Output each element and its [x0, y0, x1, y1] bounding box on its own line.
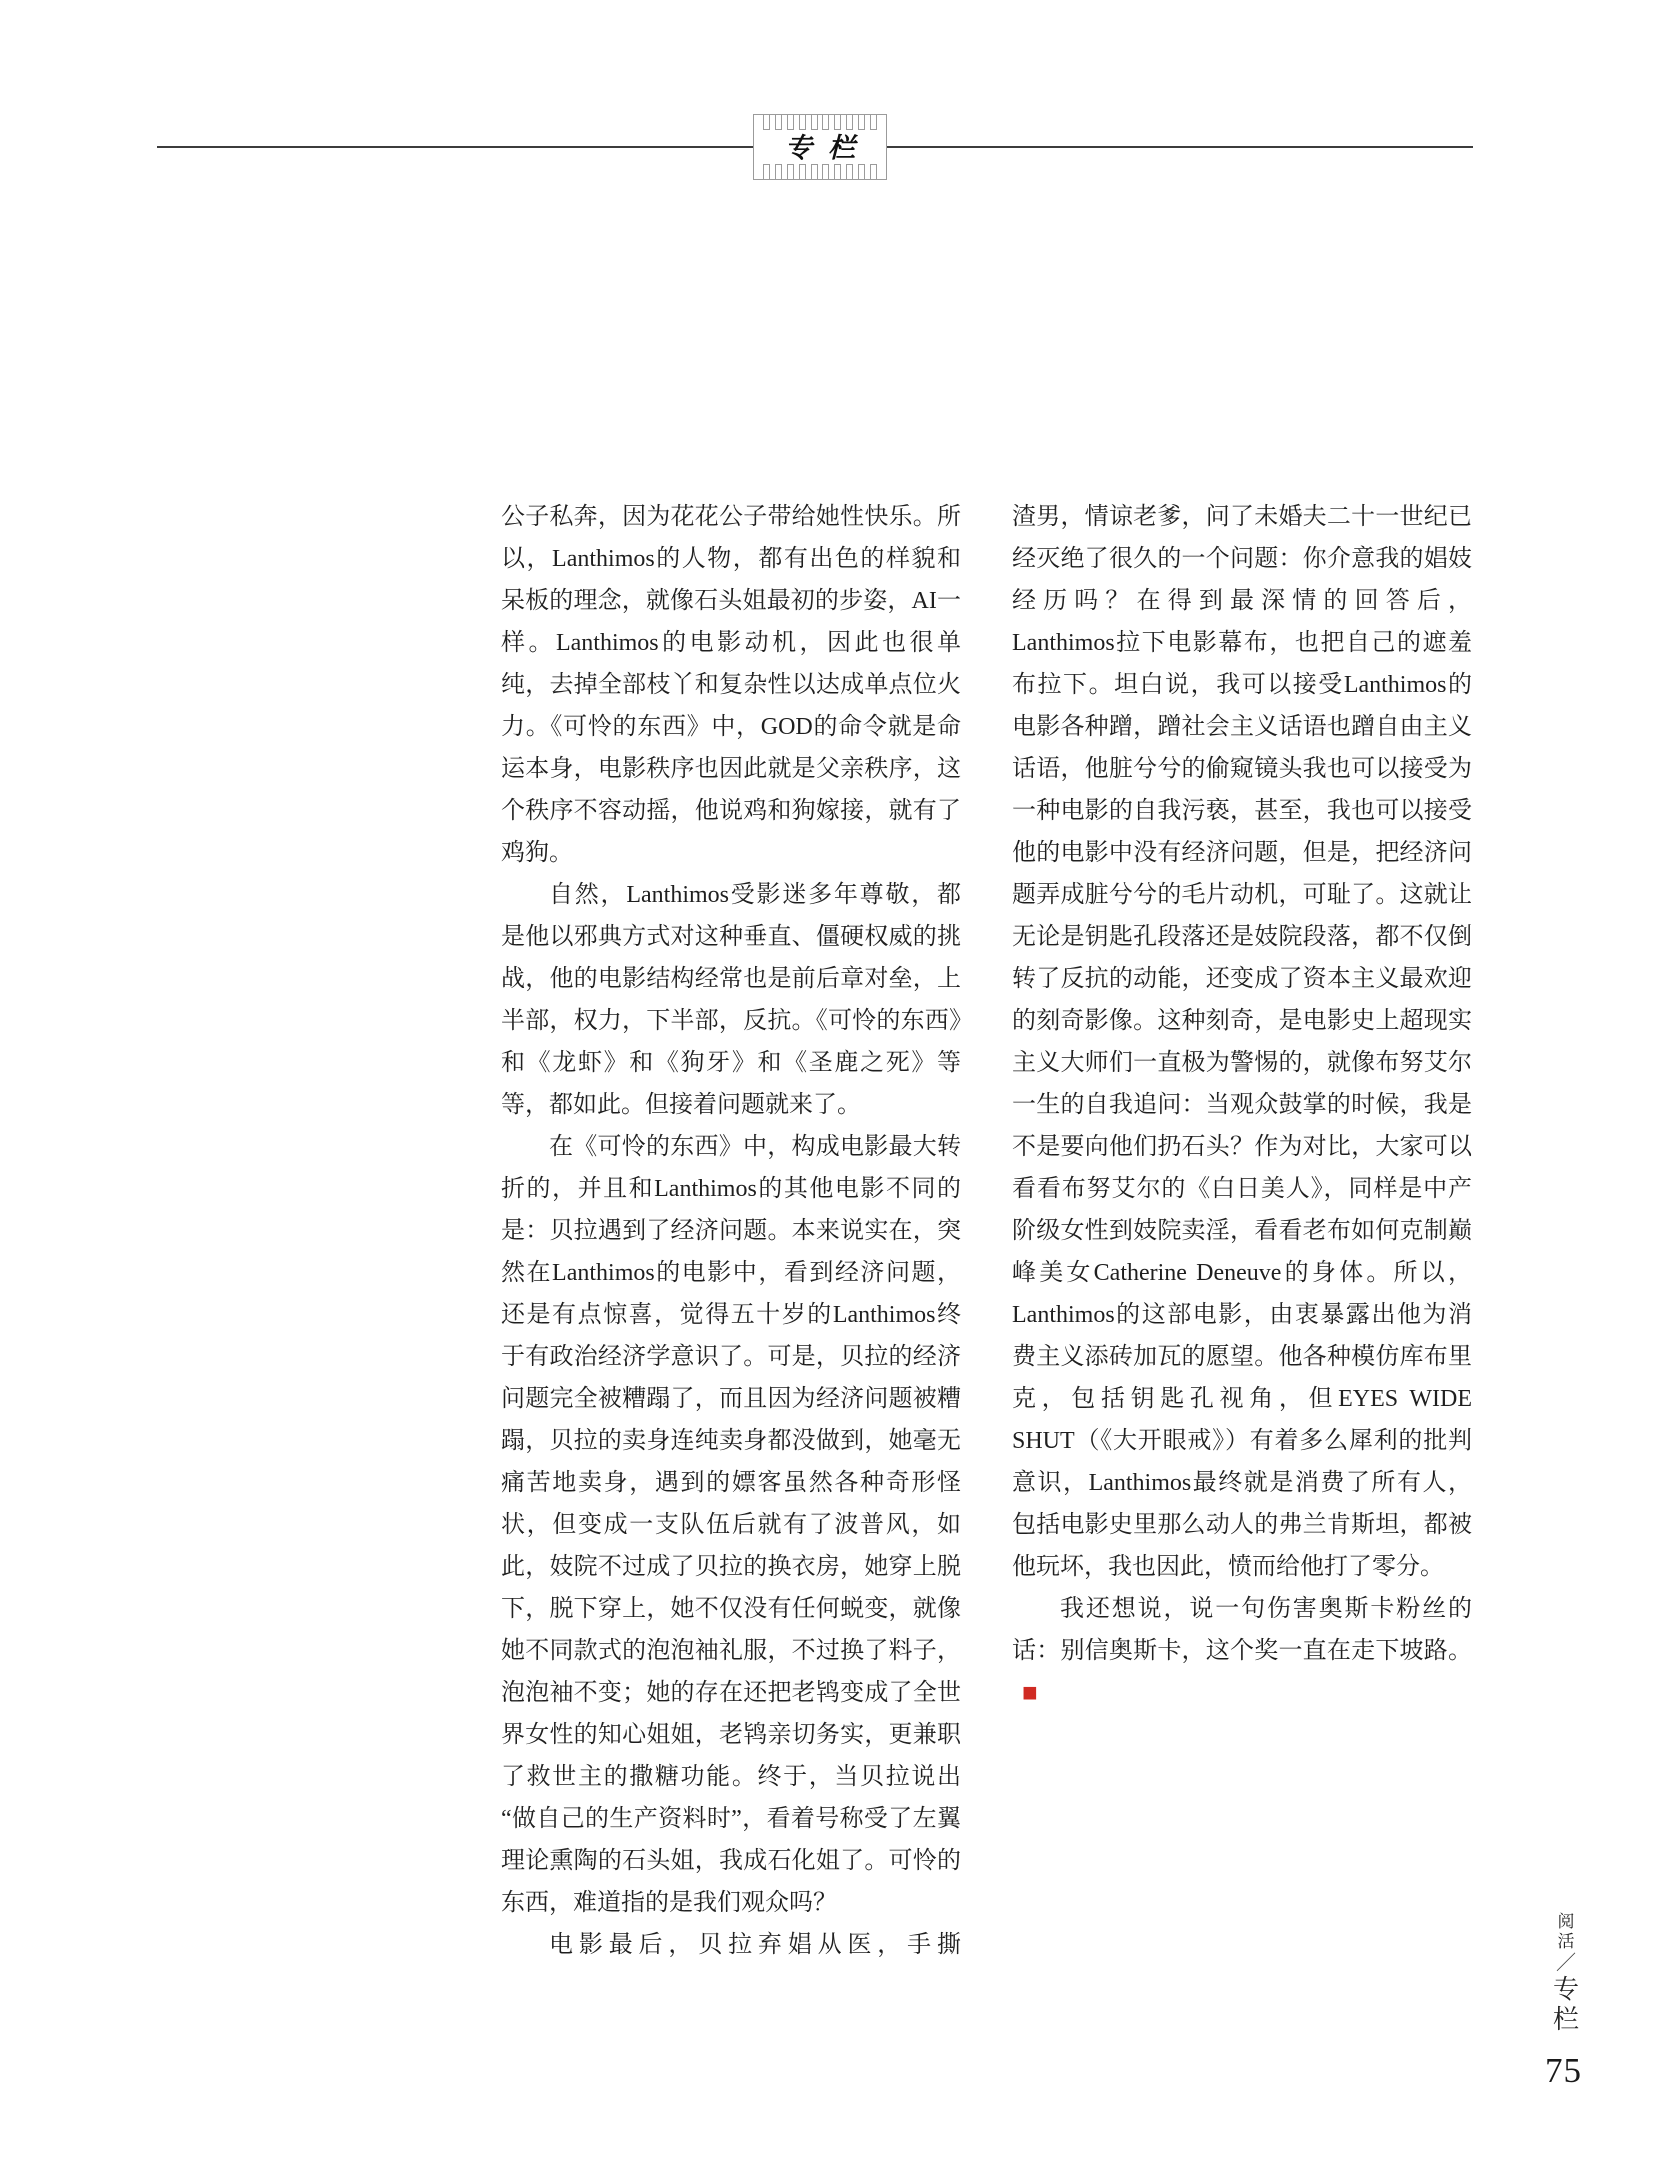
paragraph: 渣男，情谅老爹，问了未婚夫二十一世纪已经灭绝了很久的一个问题：你介意我的娼妓经历吗？在得到最深情的回答后，Lanthimos拉下电影幕布，也把自己的遮羞布拉下。坦白说，我可以接受Lanthimos的电影各种蹭，蹭社会主义话语也蹭自由主义话语，他脏兮兮的偷窥镜头我也可以接受为一种电影的自我污亵，甚至，我也可以接受他的电影中没有经济问题，但是，把经济问题弄成脏兮兮的毛片动机，可耻了。这就让无论是钥匙孔段落还是妓院段落，都不仅倒转了反抗的动能，还变成了资本主义最欢迎的刻奇影像。这种刻奇，是电影史上超现实主义大师们一直极为警惕的，就像布努艾尔一生的自我追问：当观众鼓掌的时候，我是不是要向他们扔石头？作为对比，大家可以看看布努艾尔的《白日美人》，同样是中产阶级女性到妓院卖淫，看看老布如何克制巅峰美女Catherine Deneuve的身体。所以，Lanthimos的这部电影，由衷暴露出他为消费主义添砖加瓦的愿望。他各种模仿库布里克，包括钥匙孔视角，但EYES WIDE SHUT（《大开眼戒》）有着多么犀利的批判意识，Lanthimos最终就是消费了所有人，包括电影史里那么动人的弗兰肯斯坦，都被他玩坏，我也因此，愤而给他打了零分。	[1012, 504, 1472, 1580]
end-of-article-mark: ■	[1022, 1678, 1038, 1707]
perforation	[787, 164, 794, 179]
slash-separator: ／	[1552, 1952, 1575, 1975]
paragraph: 电影最后，贝拉弃娼从医，手撕	[549, 1932, 961, 1958]
folio-vertical-label	[1551, 1912, 1577, 2035]
perforation	[775, 164, 782, 179]
article-left-column	[501, 496, 961, 1966]
article-right-column	[1012, 496, 1472, 1715]
paragraph: 公子私奔，因为花花公子带给她性快乐。所以，Lanthimos的人物，都有出色的样貌和呆板的理念，就像石头姐最初的步姿，AI一样。Lanthimos的电影动机，因此也很单纯，去掉全部枝丫和复杂性以达成单点位火力。《可怜的东西》中，GOD的命令就是命运本身，电影秩序也因此就是父亲秩序，这个秩序不容动摇，他说鸡和狗嫁接，就有了鸡狗。	[501, 504, 961, 866]
perforation	[858, 164, 865, 179]
perforation	[870, 164, 877, 179]
page-number: 75	[1545, 2051, 1582, 2090]
paragraph: 自然，Lanthimos受影迷多年尊敬，都是他以邪典方式对这种垂直、僵硬权威的挑战，他的电影结构经常也是前后章对垒，上半部，权力，下半部，反抗。《可怜的东西》和《龙虾》和《狗牙》和《圣鹿之死》等等，都如此。但接着问题就来了。	[501, 882, 961, 1118]
section-title: 专栏	[785, 132, 871, 163]
film-perforations-bottom	[763, 164, 877, 179]
perforation	[763, 164, 770, 179]
paragraph-text: 我还想说，说一句伤害奥斯卡粉丝的话：别信奥斯卡，这个奖一直在走下坡路。	[1012, 1596, 1472, 1664]
footer-folio	[1545, 1912, 1582, 2091]
film-strip-badge	[753, 114, 887, 180]
perforation	[799, 164, 806, 179]
paragraph: 在《可怜的东西》中，构成电影最大转折的，并且和Lanthimos的其他电影不同的是：贝拉遇到了经济问题。本来说实在，突然在Lanthimos的电影中，看到经济问题，还是有点惊喜，觉得五十岁的Lanthimos终于有政治经济学意识了。可是，贝拉的经济问题完全被糟蹋了，而且因为经济问题被糟蹋，贝拉的卖身连纯卖身都没做到，她毫无痛苦地卖身，遇到的嫖客虽然各种奇形怪状，但变成一支队伍后就有了波普风，如此，妓院不过成了贝拉的换衣房，她穿上脱下，脱下穿上，她不仅没有任何蜕变，就像她不同款式的泡泡袖礼服，不过换了料子，泡泡袖不变；她的存在还把老鸨变成了全世界女性的知心姐姐，老鸨亲切务实，更兼职了救世主的撒糖功能。终于，当贝拉说出“做自己的生产资料时”，看着号称受了左翼理论熏陶的石头姐，我成石化姐了。可怜的东西，难道指的是我们观众吗？	[501, 1134, 961, 1916]
folio-section-name: 专栏	[1549, 1975, 1579, 2035]
perforation	[811, 164, 818, 179]
paragraph	[1012, 1588, 1472, 1715]
magazine-name: 阅活	[1554, 1912, 1574, 1952]
perforation	[834, 164, 841, 179]
perforation	[846, 164, 853, 179]
perforation	[822, 164, 829, 179]
